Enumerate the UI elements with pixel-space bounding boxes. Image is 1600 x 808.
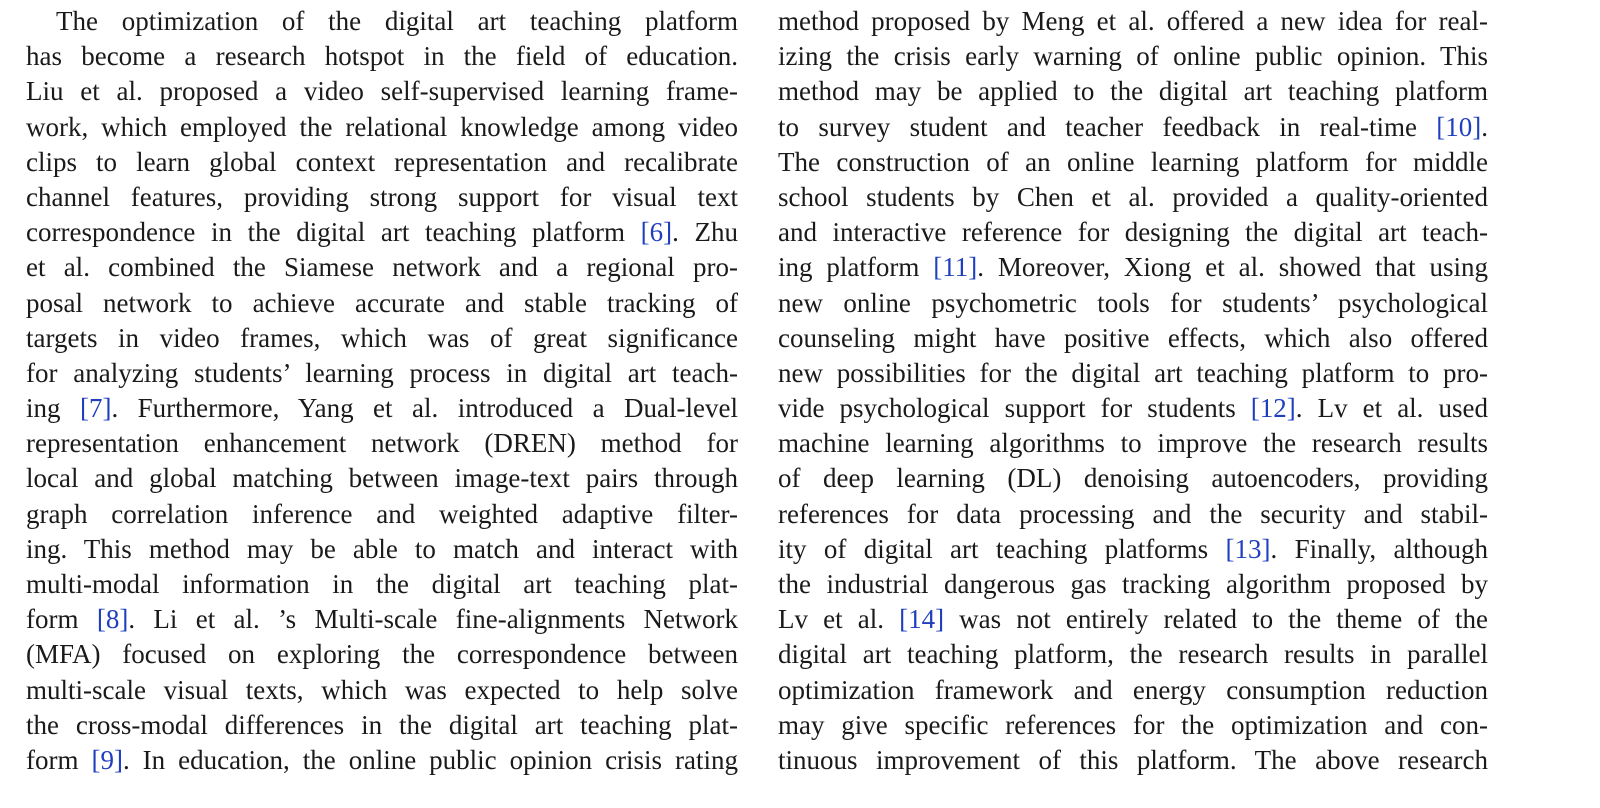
citation-link[interactable]: [6]: [640, 217, 673, 248]
text-run: ing: [26, 393, 80, 424]
text-run: representation enhancement network (DREN) method for: [26, 428, 738, 459]
text-line: [26, 39, 738, 74]
text-line: [778, 637, 1488, 672]
text-run: ity of digital art teaching platforms: [778, 533, 1226, 564]
text-line: [778, 74, 1488, 109]
text-line: [778, 180, 1488, 215]
text-run: . Moreover, Xiong et al. showed that using: [977, 252, 1488, 283]
text-run: posal network to achieve accurate and stable tracking of: [26, 287, 738, 318]
text-run: method may be applied to the digital art teaching platform: [778, 76, 1488, 107]
text-line: [778, 110, 1488, 145]
text-run: . Finally, although: [1270, 533, 1488, 564]
text-line: [26, 743, 738, 778]
text-run: graph correlation inference and weighted adaptive filter-: [26, 498, 738, 529]
text-run: multi-modal information in the digital art teaching plat-: [26, 569, 738, 599]
text-line: [778, 567, 1488, 602]
text-column-left: [26, 4, 738, 778]
text-run: Liu et al. proposed a video self-supervised learning frame-: [26, 76, 738, 107]
text-line: [26, 356, 738, 391]
text-line: [778, 708, 1488, 743]
text-run: correspondence in the digital art teaching platform: [26, 217, 641, 248]
text-run: for analyzing students’ learning process in digital art teach-: [26, 357, 738, 388]
text-run: references for data processing and the security and stabil-: [778, 498, 1488, 529]
text-run: form: [26, 744, 92, 775]
text-run: multi-scale visual texts, which was expected to help solve: [26, 674, 738, 705]
text-run: clips to learn global context representation and recalibrate: [26, 146, 738, 177]
text-column-right: [778, 4, 1488, 778]
text-run: vide psychological support for students: [778, 393, 1251, 424]
text-line: [26, 426, 738, 461]
text-line: [26, 673, 738, 708]
citation-link[interactable]: [13]: [1225, 533, 1271, 564]
text-run: optimization framework and energy consumption reduction: [778, 674, 1488, 705]
text-run: digital art teaching platform, the research results in parallel: [778, 639, 1488, 670]
text-run: and interactive reference for designing the digital art teach-: [778, 217, 1488, 248]
text-run: the cross-modal differences in the digital art teaching plat-: [26, 709, 738, 740]
text-line: [26, 145, 738, 180]
text-run: may give specific references for the optimization and con-: [778, 709, 1488, 740]
text-run: form: [26, 604, 97, 635]
text-run: targets in video frames, which was of great significance: [26, 322, 738, 353]
citation-link[interactable]: [12]: [1250, 393, 1296, 424]
text-line: [778, 673, 1488, 708]
text-run: . Furthermore, Yang et al. introduced a Dual-level: [111, 393, 738, 424]
text-run: (MFA) focused on exploring the correspondence between: [26, 639, 738, 670]
text-run: work, which employed the relational knowledge among video: [26, 111, 738, 142]
text-line: [26, 250, 738, 285]
citation-link[interactable]: [8]: [96, 604, 129, 635]
text-line: [778, 497, 1488, 532]
text-line: [26, 461, 738, 496]
text-run: .: [1481, 111, 1488, 142]
text-line: [778, 145, 1488, 180]
text-run: local and global matching between image-text pairs through: [26, 463, 738, 494]
text-run: machine learning algorithms to improve the research results: [778, 428, 1488, 459]
text-line: [778, 356, 1488, 391]
text-line: [26, 215, 738, 250]
text-line: [26, 286, 738, 321]
text-line: [26, 497, 738, 532]
text-line: [26, 708, 738, 743]
text-run: The construction of an online learning platform for middle: [778, 146, 1488, 177]
text-line: [26, 637, 738, 672]
text-run: . Li et al. ’s Multi-scale fine-alignments Network: [128, 604, 739, 635]
text-run: has become a research hotspot in the field of education.: [26, 41, 738, 72]
text-run: et al. combined the Siamese network and a regional pro-: [26, 252, 738, 283]
text-run: to survey student and teacher feedback in real-time: [778, 111, 1437, 142]
text-line: [778, 286, 1488, 321]
text-line: [26, 4, 738, 39]
text-line: [778, 391, 1488, 426]
text-line: [26, 321, 738, 356]
citation-link[interactable]: [9]: [91, 744, 123, 775]
text-run: The optimization of the digital art teaching platform: [56, 6, 738, 36]
text-run: Lv et al.: [778, 604, 900, 635]
citation-link[interactable]: [14]: [899, 604, 945, 635]
text-line: [26, 180, 738, 215]
text-line: [778, 250, 1488, 285]
text-run: of deep learning (DL) denoising autoencoders, providing: [778, 463, 1488, 494]
citation-link[interactable]: [11]: [933, 252, 978, 283]
text-line: [26, 602, 738, 637]
text-run: izing the crisis early warning of online public opinion. This: [778, 41, 1488, 72]
text-run: new online psychometric tools for students’ psychological: [778, 287, 1488, 318]
citation-link[interactable]: [10]: [1436, 111, 1482, 142]
text-line: [778, 321, 1488, 356]
text-run: new possibilities for the digital art teaching platform to pro-: [778, 357, 1488, 388]
text-line: [778, 602, 1488, 637]
text-line: [26, 567, 738, 602]
text-line: [26, 74, 738, 109]
text-line: [26, 391, 738, 426]
text-run: ing platform: [778, 252, 934, 283]
text-run: . In education, the online public opinion crisis rating: [122, 744, 738, 775]
text-run: ing. This method may be able to match and interact with: [26, 533, 738, 564]
citation-link[interactable]: [7]: [79, 393, 112, 424]
text-line: [778, 4, 1488, 39]
text-run: tinuous improvement of this platform. The above research: [778, 744, 1488, 775]
text-run: . Zhu: [672, 217, 738, 248]
text-run: method proposed by Meng et al. offered a new idea for real-: [778, 6, 1488, 36]
text-line: [778, 743, 1488, 778]
text-line: [26, 532, 738, 567]
text-line: [778, 426, 1488, 461]
text-line: [778, 215, 1488, 250]
text-line: [778, 39, 1488, 74]
text-run: . Lv et al. used: [1295, 393, 1488, 424]
text-run: school students by Chen et al. provided a quality-oriented: [778, 181, 1488, 212]
text-line: [26, 110, 738, 145]
text-run: was not entirely related to the theme of the: [944, 604, 1488, 635]
text-line: [778, 461, 1488, 496]
text-run: the industrial dangerous gas tracking algorithm proposed by: [778, 569, 1488, 599]
text-run: channel features, providing strong support for visual text: [26, 181, 738, 212]
text-run: counseling might have positive effects, which also offered: [778, 322, 1488, 353]
text-line: [778, 532, 1488, 567]
